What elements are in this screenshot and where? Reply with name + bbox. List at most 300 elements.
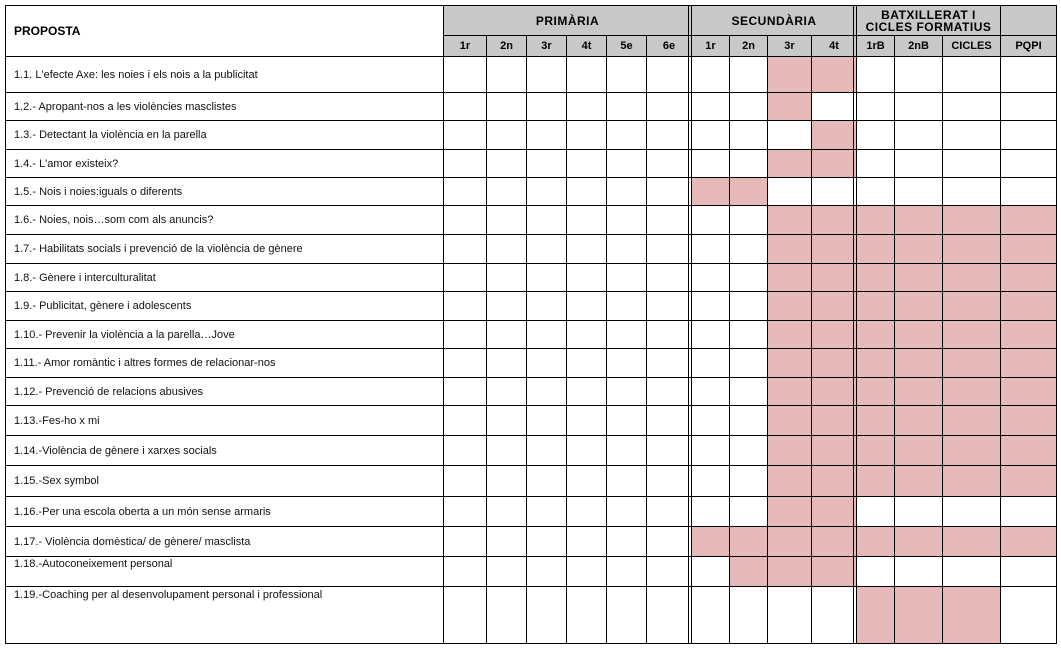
empty-cell bbox=[527, 349, 567, 378]
empty-cell bbox=[857, 57, 895, 93]
empty-cell bbox=[647, 178, 692, 206]
empty-cell bbox=[487, 264, 527, 292]
row-label: 1.3.- Detectant la violència en la parella bbox=[5, 121, 444, 150]
column-header: 3r bbox=[768, 36, 812, 57]
empty-cell bbox=[527, 121, 567, 150]
empty-cell bbox=[730, 349, 768, 378]
empty-cell bbox=[730, 497, 768, 527]
empty-cell bbox=[895, 178, 943, 206]
empty-cell bbox=[607, 178, 647, 206]
group-divider bbox=[853, 5, 854, 644]
empty-cell bbox=[487, 349, 527, 378]
empty-cell bbox=[487, 57, 527, 93]
empty-cell bbox=[895, 121, 943, 150]
marked-cell bbox=[943, 321, 1001, 349]
empty-cell bbox=[647, 150, 692, 178]
empty-cell bbox=[607, 57, 647, 93]
marked-cell bbox=[857, 378, 895, 406]
empty-cell bbox=[567, 557, 607, 587]
empty-cell bbox=[692, 349, 730, 378]
empty-cell bbox=[567, 497, 607, 527]
marked-cell bbox=[895, 264, 943, 292]
empty-cell bbox=[444, 497, 487, 527]
empty-cell bbox=[567, 178, 607, 206]
marked-cell bbox=[895, 235, 943, 264]
empty-cell bbox=[943, 497, 1001, 527]
empty-cell bbox=[607, 406, 647, 436]
empty-cell bbox=[487, 292, 527, 321]
row-label: 1.11.- Amor romàntic i altres formes de relacionar-nos bbox=[5, 349, 444, 378]
marked-cell bbox=[1001, 264, 1057, 292]
empty-cell bbox=[857, 557, 895, 587]
row-label: 1.13.-Fes-ho x mi bbox=[5, 406, 444, 436]
empty-cell bbox=[567, 466, 607, 497]
marked-cell bbox=[768, 497, 812, 527]
empty-cell bbox=[487, 235, 527, 264]
group-divider bbox=[688, 5, 689, 644]
marked-cell bbox=[768, 527, 812, 557]
empty-cell bbox=[730, 235, 768, 264]
empty-cell bbox=[567, 150, 607, 178]
empty-cell bbox=[692, 321, 730, 349]
empty-cell bbox=[444, 292, 487, 321]
empty-cell bbox=[607, 587, 647, 644]
proposta-header: PROPOSTA bbox=[5, 5, 444, 57]
marked-cell bbox=[812, 292, 857, 321]
empty-cell bbox=[730, 150, 768, 178]
marked-cell bbox=[857, 292, 895, 321]
marked-cell bbox=[943, 378, 1001, 406]
empty-cell bbox=[647, 497, 692, 527]
empty-cell bbox=[527, 527, 567, 557]
marked-cell bbox=[812, 264, 857, 292]
empty-cell bbox=[527, 497, 567, 527]
empty-cell bbox=[647, 406, 692, 436]
empty-cell bbox=[487, 178, 527, 206]
empty-cell bbox=[567, 235, 607, 264]
empty-cell bbox=[567, 587, 607, 644]
marked-cell bbox=[895, 292, 943, 321]
empty-cell bbox=[444, 206, 487, 235]
empty-cell bbox=[943, 150, 1001, 178]
empty-cell bbox=[943, 557, 1001, 587]
marked-cell bbox=[943, 527, 1001, 557]
marked-cell bbox=[895, 378, 943, 406]
empty-cell bbox=[1001, 150, 1057, 178]
empty-cell bbox=[730, 436, 768, 466]
empty-cell bbox=[692, 587, 730, 644]
empty-cell bbox=[812, 587, 857, 644]
marked-cell bbox=[768, 406, 812, 436]
empty-cell bbox=[647, 264, 692, 292]
empty-cell bbox=[444, 321, 487, 349]
marked-cell bbox=[692, 527, 730, 557]
marked-cell bbox=[895, 587, 943, 644]
marked-cell bbox=[730, 178, 768, 206]
empty-cell bbox=[487, 121, 527, 150]
empty-cell bbox=[567, 349, 607, 378]
marked-cell bbox=[943, 466, 1001, 497]
marked-cell bbox=[768, 436, 812, 466]
empty-cell bbox=[487, 150, 527, 178]
empty-cell bbox=[607, 436, 647, 466]
column-header: 2nB bbox=[895, 36, 943, 57]
empty-cell bbox=[527, 378, 567, 406]
marked-cell bbox=[812, 406, 857, 436]
empty-cell bbox=[567, 93, 607, 121]
empty-cell bbox=[567, 321, 607, 349]
empty-cell bbox=[567, 527, 607, 557]
empty-cell bbox=[692, 264, 730, 292]
empty-cell bbox=[768, 178, 812, 206]
marked-cell bbox=[812, 235, 857, 264]
marked-cell bbox=[812, 466, 857, 497]
empty-cell bbox=[647, 349, 692, 378]
empty-cell bbox=[527, 406, 567, 436]
row-label: 1.18.-Autoconeixement personal bbox=[5, 557, 444, 587]
empty-cell bbox=[730, 378, 768, 406]
marked-cell bbox=[857, 436, 895, 466]
empty-cell bbox=[1001, 557, 1057, 587]
empty-cell bbox=[607, 466, 647, 497]
column-header: 3r bbox=[527, 36, 567, 57]
empty-cell bbox=[444, 557, 487, 587]
empty-cell bbox=[692, 497, 730, 527]
marked-cell bbox=[943, 436, 1001, 466]
empty-cell bbox=[730, 57, 768, 93]
empty-cell bbox=[444, 178, 487, 206]
empty-cell bbox=[607, 235, 647, 264]
empty-cell bbox=[895, 150, 943, 178]
empty-cell bbox=[730, 93, 768, 121]
empty-cell bbox=[567, 436, 607, 466]
marked-cell bbox=[812, 557, 857, 587]
marked-cell bbox=[1001, 378, 1057, 406]
marked-cell bbox=[943, 349, 1001, 378]
empty-cell bbox=[647, 206, 692, 235]
row-label: 1.9.- Publicitat, gènere i adolescents bbox=[5, 292, 444, 321]
empty-cell bbox=[692, 121, 730, 150]
row-label: 1.6.- Noies, nois…som com als anuncis? bbox=[5, 206, 444, 235]
empty-cell bbox=[444, 587, 487, 644]
empty-cell bbox=[943, 93, 1001, 121]
marked-cell bbox=[857, 466, 895, 497]
empty-cell bbox=[895, 93, 943, 121]
empty-cell bbox=[692, 93, 730, 121]
marked-cell bbox=[857, 587, 895, 644]
empty-cell bbox=[647, 466, 692, 497]
empty-cell bbox=[730, 292, 768, 321]
empty-cell bbox=[692, 150, 730, 178]
marked-cell bbox=[730, 527, 768, 557]
column-header: 2n bbox=[730, 36, 768, 57]
empty-cell bbox=[895, 497, 943, 527]
marked-cell bbox=[812, 206, 857, 235]
marked-cell bbox=[895, 406, 943, 436]
column-header: 1r bbox=[692, 36, 730, 57]
column-header: 1rB bbox=[857, 36, 895, 57]
marked-cell bbox=[812, 321, 857, 349]
empty-cell bbox=[487, 206, 527, 235]
empty-cell bbox=[647, 235, 692, 264]
empty-cell bbox=[444, 150, 487, 178]
empty-cell bbox=[768, 587, 812, 644]
empty-cell bbox=[607, 121, 647, 150]
empty-cell bbox=[647, 321, 692, 349]
marked-cell bbox=[857, 527, 895, 557]
marked-cell bbox=[730, 557, 768, 587]
empty-cell bbox=[730, 406, 768, 436]
marked-cell bbox=[768, 264, 812, 292]
empty-cell bbox=[647, 57, 692, 93]
marked-cell bbox=[768, 321, 812, 349]
empty-cell bbox=[943, 57, 1001, 93]
empty-cell bbox=[1001, 497, 1057, 527]
empty-cell bbox=[527, 292, 567, 321]
empty-cell bbox=[487, 497, 527, 527]
empty-cell bbox=[692, 406, 730, 436]
marked-cell bbox=[895, 527, 943, 557]
empty-cell bbox=[1001, 587, 1057, 644]
marked-cell bbox=[812, 57, 857, 93]
empty-cell bbox=[527, 57, 567, 93]
empty-cell bbox=[567, 264, 607, 292]
marked-cell bbox=[1001, 206, 1057, 235]
row-label: 1.1. L'efecte Axe: les noies i els nois a la publicitat bbox=[5, 57, 444, 93]
empty-cell bbox=[692, 57, 730, 93]
empty-cell bbox=[487, 527, 527, 557]
group-header: BATXILLERAT I CICLES FORMATIUS bbox=[857, 5, 1001, 36]
empty-cell bbox=[730, 466, 768, 497]
empty-cell bbox=[487, 557, 527, 587]
empty-cell bbox=[527, 178, 567, 206]
empty-cell bbox=[487, 321, 527, 349]
empty-cell bbox=[730, 321, 768, 349]
empty-cell bbox=[527, 436, 567, 466]
column-header: 4t bbox=[567, 36, 607, 57]
empty-cell bbox=[647, 436, 692, 466]
empty-cell bbox=[812, 178, 857, 206]
marked-cell bbox=[812, 121, 857, 150]
empty-cell bbox=[444, 93, 487, 121]
marked-cell bbox=[1001, 406, 1057, 436]
empty-cell bbox=[487, 436, 527, 466]
empty-cell bbox=[812, 93, 857, 121]
empty-cell bbox=[768, 121, 812, 150]
empty-cell bbox=[487, 93, 527, 121]
empty-cell bbox=[567, 57, 607, 93]
empty-cell bbox=[607, 292, 647, 321]
empty-cell bbox=[444, 527, 487, 557]
marked-cell bbox=[857, 321, 895, 349]
empty-cell bbox=[1001, 93, 1057, 121]
marked-cell bbox=[943, 587, 1001, 644]
group-header: SECUNDÀRIA bbox=[692, 5, 857, 36]
row-label: 1.17.- Violència domèstica/ de gènere/ masclista bbox=[5, 527, 444, 557]
empty-cell bbox=[730, 206, 768, 235]
marked-cell bbox=[1001, 235, 1057, 264]
empty-cell bbox=[444, 235, 487, 264]
column-header: CICLES bbox=[943, 36, 1001, 57]
empty-cell bbox=[444, 406, 487, 436]
marked-cell bbox=[943, 264, 1001, 292]
row-label: 1.2.- Apropant-nos a les violències masclistes bbox=[5, 93, 444, 121]
marked-cell bbox=[943, 406, 1001, 436]
row-label: 1.10.- Prevenir la violència a la parella…Jove bbox=[5, 321, 444, 349]
empty-cell bbox=[444, 378, 487, 406]
empty-cell bbox=[607, 206, 647, 235]
empty-cell bbox=[607, 150, 647, 178]
marked-cell bbox=[1001, 349, 1057, 378]
marked-cell bbox=[768, 93, 812, 121]
empty-cell bbox=[567, 206, 607, 235]
empty-cell bbox=[567, 292, 607, 321]
empty-cell bbox=[647, 557, 692, 587]
empty-cell bbox=[943, 121, 1001, 150]
empty-cell bbox=[1001, 57, 1057, 93]
empty-cell bbox=[527, 93, 567, 121]
row-label: 1.12.- Prevenció de relacions abusives bbox=[5, 378, 444, 406]
marked-cell bbox=[768, 378, 812, 406]
empty-cell bbox=[647, 292, 692, 321]
marked-cell bbox=[943, 292, 1001, 321]
empty-cell bbox=[692, 206, 730, 235]
empty-cell bbox=[943, 178, 1001, 206]
empty-cell bbox=[692, 436, 730, 466]
empty-cell bbox=[692, 292, 730, 321]
empty-cell bbox=[857, 150, 895, 178]
empty-cell bbox=[857, 121, 895, 150]
marked-cell bbox=[692, 178, 730, 206]
row-label: 1.14.-Violència de gènere i xarxes socials bbox=[5, 436, 444, 466]
empty-cell bbox=[444, 264, 487, 292]
row-label: 1.8.- Gènere i interculturalitat bbox=[5, 264, 444, 292]
marked-cell bbox=[943, 206, 1001, 235]
empty-cell bbox=[567, 378, 607, 406]
empty-cell bbox=[527, 321, 567, 349]
column-header: 6e bbox=[647, 36, 692, 57]
empty-cell bbox=[444, 121, 487, 150]
empty-cell bbox=[730, 264, 768, 292]
column-header: 1r bbox=[444, 36, 487, 57]
marked-cell bbox=[1001, 321, 1057, 349]
empty-cell bbox=[607, 264, 647, 292]
marked-cell bbox=[895, 206, 943, 235]
empty-cell bbox=[444, 466, 487, 497]
column-header: PQPI bbox=[1001, 36, 1057, 57]
marked-cell bbox=[768, 557, 812, 587]
marked-cell bbox=[857, 264, 895, 292]
empty-cell bbox=[487, 466, 527, 497]
empty-cell bbox=[647, 93, 692, 121]
marked-cell bbox=[1001, 466, 1057, 497]
marked-cell bbox=[768, 292, 812, 321]
marked-cell bbox=[812, 378, 857, 406]
empty-cell bbox=[692, 557, 730, 587]
marked-cell bbox=[943, 235, 1001, 264]
empty-cell bbox=[1001, 178, 1057, 206]
row-label: 1.7.- Habilitats socials i prevenció de la violència de gènere bbox=[5, 235, 444, 264]
empty-cell bbox=[527, 587, 567, 644]
empty-cell bbox=[527, 235, 567, 264]
row-label: 1.19.-Coaching per al desenvolupament personal i professional bbox=[5, 587, 444, 644]
empty-cell bbox=[607, 93, 647, 121]
empty-cell bbox=[692, 235, 730, 264]
marked-cell bbox=[895, 436, 943, 466]
marked-cell bbox=[857, 206, 895, 235]
empty-cell bbox=[730, 587, 768, 644]
empty-cell bbox=[607, 527, 647, 557]
empty-cell bbox=[857, 93, 895, 121]
empty-cell bbox=[444, 349, 487, 378]
empty-cell bbox=[527, 150, 567, 178]
empty-cell bbox=[857, 497, 895, 527]
empty-cell bbox=[487, 587, 527, 644]
marked-cell bbox=[812, 436, 857, 466]
marked-cell bbox=[1001, 527, 1057, 557]
empty-cell bbox=[487, 406, 527, 436]
marked-cell bbox=[768, 206, 812, 235]
empty-cell bbox=[692, 466, 730, 497]
group-header: PRIMÀRIA bbox=[444, 5, 692, 36]
empty-cell bbox=[647, 378, 692, 406]
group-header bbox=[1001, 5, 1057, 36]
empty-cell bbox=[647, 527, 692, 557]
empty-cell bbox=[895, 57, 943, 93]
row-label: 1.5.- Nois i noies:iguals o diferents bbox=[5, 178, 444, 206]
empty-cell bbox=[857, 178, 895, 206]
marked-cell bbox=[1001, 436, 1057, 466]
row-label: 1.16.-Per una escola oberta a un món sense armaris bbox=[5, 497, 444, 527]
marked-cell bbox=[812, 497, 857, 527]
marked-cell bbox=[895, 349, 943, 378]
marked-cell bbox=[857, 235, 895, 264]
empty-cell bbox=[487, 378, 527, 406]
marked-cell bbox=[768, 349, 812, 378]
marked-cell bbox=[768, 150, 812, 178]
empty-cell bbox=[647, 121, 692, 150]
empty-cell bbox=[607, 557, 647, 587]
row-label: 1.15.-Sex symbol bbox=[5, 466, 444, 497]
marked-cell bbox=[1001, 292, 1057, 321]
empty-cell bbox=[567, 121, 607, 150]
marked-cell bbox=[768, 57, 812, 93]
empty-cell bbox=[444, 57, 487, 93]
empty-cell bbox=[527, 264, 567, 292]
marked-cell bbox=[812, 150, 857, 178]
empty-cell bbox=[527, 466, 567, 497]
empty-cell bbox=[895, 557, 943, 587]
empty-cell bbox=[527, 557, 567, 587]
marked-cell bbox=[857, 349, 895, 378]
empty-cell bbox=[607, 349, 647, 378]
empty-cell bbox=[567, 406, 607, 436]
marked-cell bbox=[857, 406, 895, 436]
empty-cell bbox=[607, 321, 647, 349]
empty-cell bbox=[607, 378, 647, 406]
marked-cell bbox=[812, 527, 857, 557]
marked-cell bbox=[895, 466, 943, 497]
empty-cell bbox=[692, 378, 730, 406]
column-header: 5e bbox=[607, 36, 647, 57]
empty-cell bbox=[527, 206, 567, 235]
empty-cell bbox=[607, 497, 647, 527]
marked-cell bbox=[895, 321, 943, 349]
empty-cell bbox=[444, 436, 487, 466]
column-header: 4t bbox=[812, 36, 857, 57]
row-label: 1.4.- L'amor existeix? bbox=[5, 150, 444, 178]
empty-cell bbox=[1001, 121, 1057, 150]
